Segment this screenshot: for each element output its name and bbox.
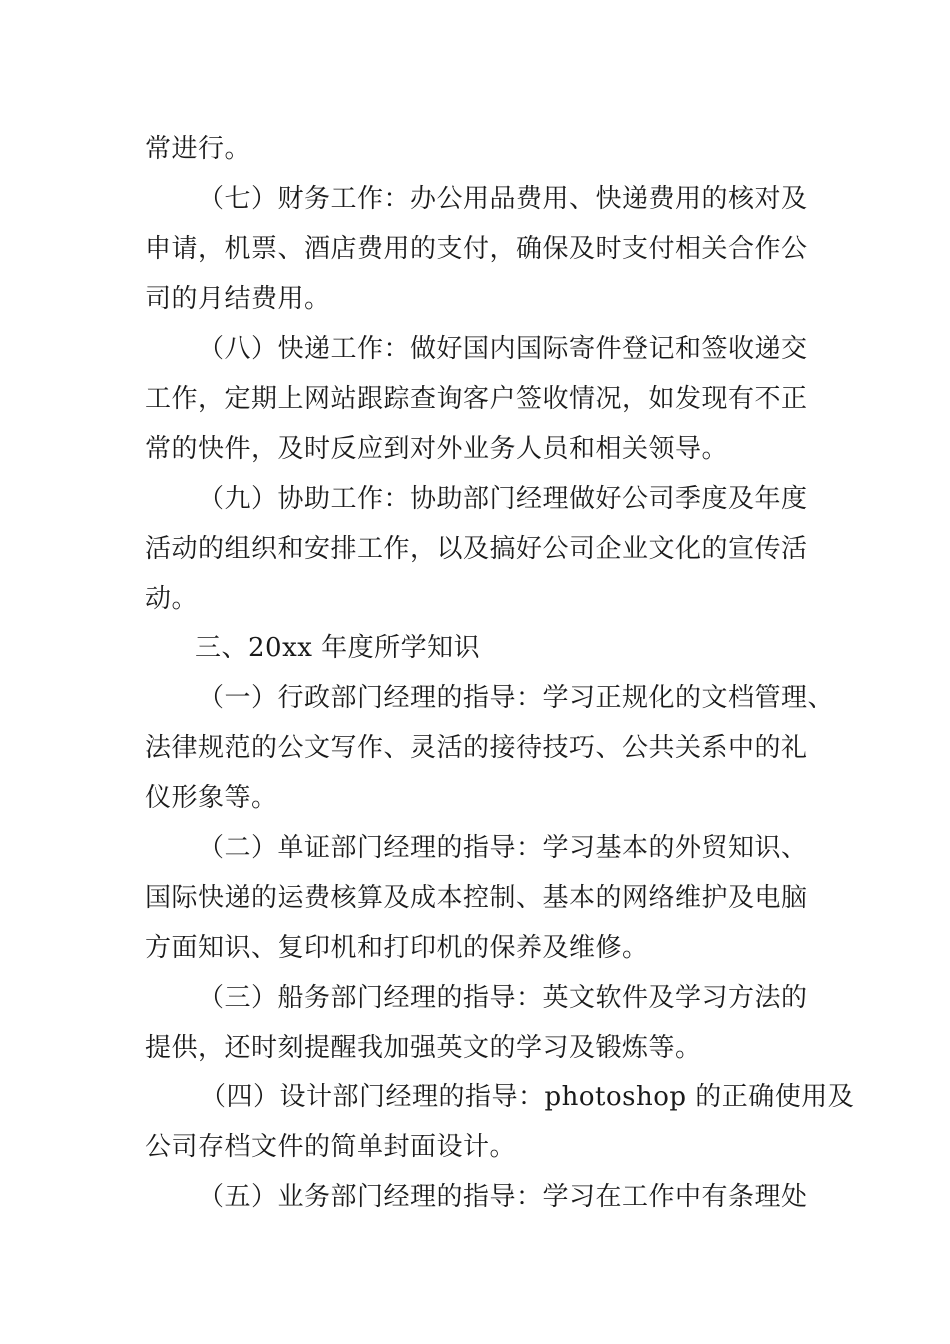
text-line: 提供，还时刻提醒我加强英文的学习及锻炼等。	[145, 1033, 702, 1063]
text-line: 申请，机票、酒店费用的支付，确保及时支付相关合作公	[145, 234, 808, 264]
text-line: 工作，定期上网站跟踪查询客户签收情况，如发现有不正	[145, 384, 808, 414]
section-heading: 三、20xx 年度所学知识	[195, 633, 481, 663]
paragraph-finance-work: （七）财务工作：办公用品费用、快递费用的核对及	[198, 184, 808, 214]
text-line: 公司存档文件的简单封面设计。	[145, 1132, 517, 1162]
paragraph-documents-guidance: （二）单证部门经理的指导：学习基本的外贸知识、	[198, 833, 808, 863]
text-line: 国际快递的运费核算及成本控制、基本的网络维护及电脑	[145, 883, 808, 913]
text-line: 司的月结费用。	[145, 284, 331, 314]
text-line: 动。	[145, 584, 199, 614]
paragraph-business-guidance: （五）业务部门经理的指导：学习在工作中有条理处	[198, 1182, 808, 1212]
paragraph-shipping-guidance: （三）船务部门经理的指导：英文软件及学习方法的	[198, 983, 808, 1013]
text-line: 仪形象等。	[145, 783, 278, 813]
paragraph-admin-guidance: （一）行政部门经理的指导：学习正规化的文档管理、	[198, 683, 835, 713]
paragraph-express-work: （八）快递工作：做好国内国际寄件登记和签收递交	[198, 334, 808, 364]
text-line: 法律规范的公文写作、灵活的接待技巧、公共关系中的礼	[145, 733, 808, 763]
paragraph-assist-work: （九）协助工作：协助部门经理做好公司季度及年度	[198, 484, 808, 514]
paragraph-design-guidance: （四）设计部门经理的指导：photoshop 的正确使用及	[200, 1082, 855, 1112]
text-line: 方面知识、复印机和打印机的保养及维修。	[145, 933, 649, 963]
text-line: 常的快件，及时反应到对外业务人员和相关领导。	[145, 434, 729, 464]
text-line: 活动的组织和安排工作，以及搞好公司企业文化的宣传活	[145, 534, 808, 564]
text-line: 常进行。	[145, 134, 252, 164]
